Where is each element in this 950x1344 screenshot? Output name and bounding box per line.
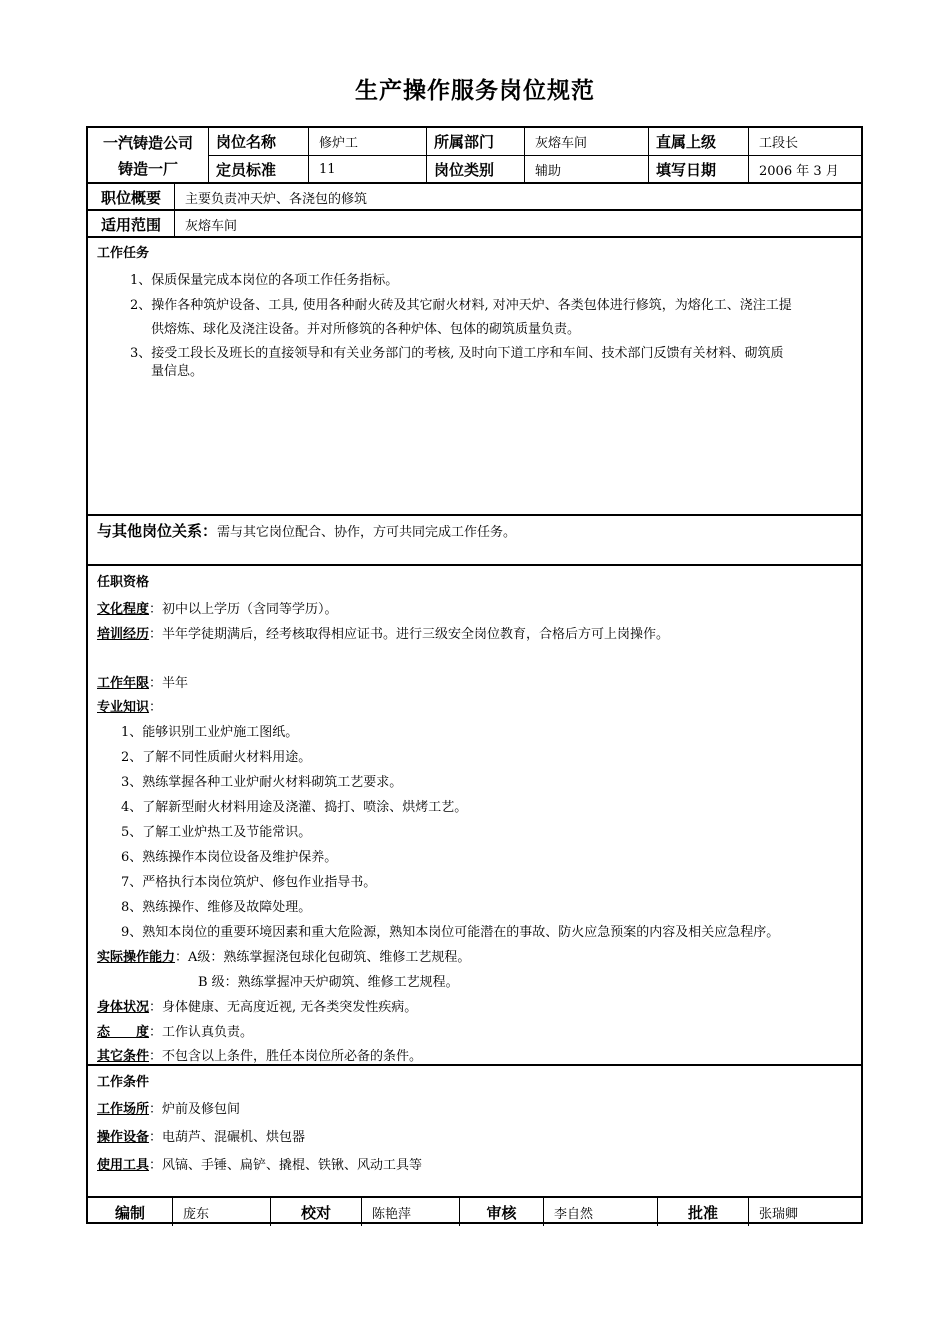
ability-a: ：A级：熟练掌握浇包球化包砌筑、维修工艺规程。	[175, 950, 471, 965]
knowledge-item: 7、严格执行本岗位筑炉、修包作业指导书。	[121, 875, 377, 890]
value-department: 灰熔车间	[524, 128, 648, 155]
other-label: 其它条件	[97, 1049, 150, 1064]
ability-b: B 级：熟练掌握冲天炉砌筑、维修工艺规程。	[198, 975, 459, 990]
equipment-value: ：电葫芦、混碾机、烘包器	[149, 1130, 306, 1145]
task-item: 1、保质保量完成本岗位的各项工作任务指标。	[130, 273, 399, 288]
knowledge-label: 专业知识	[97, 700, 150, 715]
task-item: 3、接受工段长及班长的直接领导和有关业务部门的考核, 及时向下道工序和车间、技术部门反馈有关材料、砌筑质	[130, 346, 784, 361]
label-headcount: 定员标准	[208, 156, 308, 182]
health-label: 身体状况	[97, 1000, 150, 1015]
overview-row	[88, 182, 861, 211]
label-department: 所属部门	[426, 128, 524, 155]
tools-label: 使用工具	[97, 1158, 150, 1173]
value-reviewed: 李自然	[543, 1198, 657, 1226]
label-position-name: 岗位名称	[208, 128, 308, 155]
knowledge-colon: ：	[149, 700, 163, 715]
relations-label: 与其他岗位关系：	[97, 522, 218, 540]
label-reviewed: 审核	[459, 1198, 543, 1226]
page-title: 生产操作服务岗位规范	[355, 78, 595, 104]
label-checked: 校对	[270, 1198, 361, 1226]
attitude-label: 态 度	[97, 1025, 150, 1040]
tasks-section	[88, 236, 861, 516]
knowledge-item: 1、能够识别工业炉施工图纸。	[121, 725, 299, 740]
relations-value: 需与其它岗位配合、协作，方可共同完成工作任务。	[217, 525, 517, 540]
knowledge-item: 8、熟练操作、维修及故障处理。	[121, 900, 312, 915]
job-spec-form	[86, 126, 863, 1224]
tasks-heading: 工作任务	[97, 246, 150, 261]
years-value: ：半年	[149, 676, 189, 691]
value-headcount: 11	[308, 156, 426, 182]
label-prepared: 编制	[114, 1203, 145, 1222]
label-supervisor: 直属上级	[648, 128, 748, 155]
value-approved: 张瑞卿	[748, 1198, 861, 1226]
knowledge-item: 5、了解工业炉热工及节能常识。	[121, 825, 312, 840]
knowledge-item: 6、熟练操作本岗位设备及维护保养。	[121, 850, 338, 865]
equipment-label: 操作设备	[97, 1130, 150, 1145]
value-fill-date: 2006 年 3 月	[748, 156, 861, 182]
education-value: ：初中以上学历（含同等学历）。	[149, 602, 338, 617]
task-item: 供熔炼、球化及浇注设备。并对所修筑的各种炉体、包体的砌筑质量负责。	[151, 322, 581, 337]
header-block	[88, 128, 861, 182]
other-value: ：不包含以上条件，胜任本岗位所必备的条件。	[149, 1049, 423, 1064]
value-checked: 陈艳萍	[361, 1198, 459, 1226]
scope-row	[88, 209, 861, 238]
tools-value: ：风镐、手锤、扁铲、撬棍、铁锹、风动工具等	[149, 1158, 423, 1173]
knowledge-item: 2、了解不同性质耐火材料用途。	[121, 750, 312, 765]
relations-section	[88, 514, 861, 566]
value-category: 辅助	[524, 156, 648, 182]
factory-name: 铸造一厂	[117, 160, 178, 178]
knowledge-item: 3、熟练掌握各种工业炉耐火材料砌筑工艺要求。	[121, 775, 403, 790]
training-label: 培训经历	[97, 627, 150, 642]
label-category: 岗位类别	[426, 156, 524, 182]
label-overview: 职位概要	[100, 189, 161, 207]
label-fill-date: 填写日期	[648, 156, 748, 182]
attitude-value: ：工作认真负责。	[149, 1025, 254, 1040]
value-scope: 灰熔车间	[174, 211, 861, 238]
value-overview: 主要负责冲天炉、各浇包的修筑	[174, 184, 861, 211]
place-value: ：炉前及修包间	[149, 1102, 241, 1117]
training-value: ：半年学徒期满后，经考核取得相应证书。进行三级安全岗位教育，合格后方可上岗操作。	[149, 627, 670, 642]
knowledge-item: 9、熟知本岗位的重要环境因素和重大危险源，熟知本岗位可能潜在的事故、防火应急预案的内容及相关应急程序。	[121, 925, 780, 940]
signature-row	[88, 1196, 861, 1226]
ability-label: 实际操作能力	[97, 950, 176, 965]
place-label: 工作场所	[97, 1102, 150, 1117]
health-value: ：身体健康、无高度近视, 无各类突发性疾病。	[149, 1000, 418, 1015]
qualifications-section	[88, 564, 861, 1066]
label-scope: 适用范围	[100, 216, 161, 234]
company-name: 一汽铸造公司	[102, 134, 193, 152]
task-item: 量信息。	[151, 364, 204, 379]
value-position-name: 修炉工	[308, 128, 426, 155]
label-approved: 批准	[657, 1198, 748, 1226]
task-item: 2、操作各种筑炉设备、工具, 使用各种耐火砖及其它耐火材料, 对冲天炉、各类包体进行修筑，为熔化工、浇注工提	[130, 298, 792, 313]
value-supervisor: 工段长	[748, 128, 861, 155]
conditions-heading: 工作条件	[97, 1075, 150, 1090]
education-label: 文化程度	[97, 602, 150, 617]
knowledge-item: 4、了解新型耐火材料用途及浇灌、捣打、喷涂、烘烤工艺。	[121, 800, 468, 815]
years-label: 工作年限	[97, 676, 150, 691]
conditions-section	[88, 1064, 861, 1198]
value-prepared: 庞东	[172, 1198, 270, 1226]
qualifications-heading: 任职资格	[97, 575, 150, 590]
